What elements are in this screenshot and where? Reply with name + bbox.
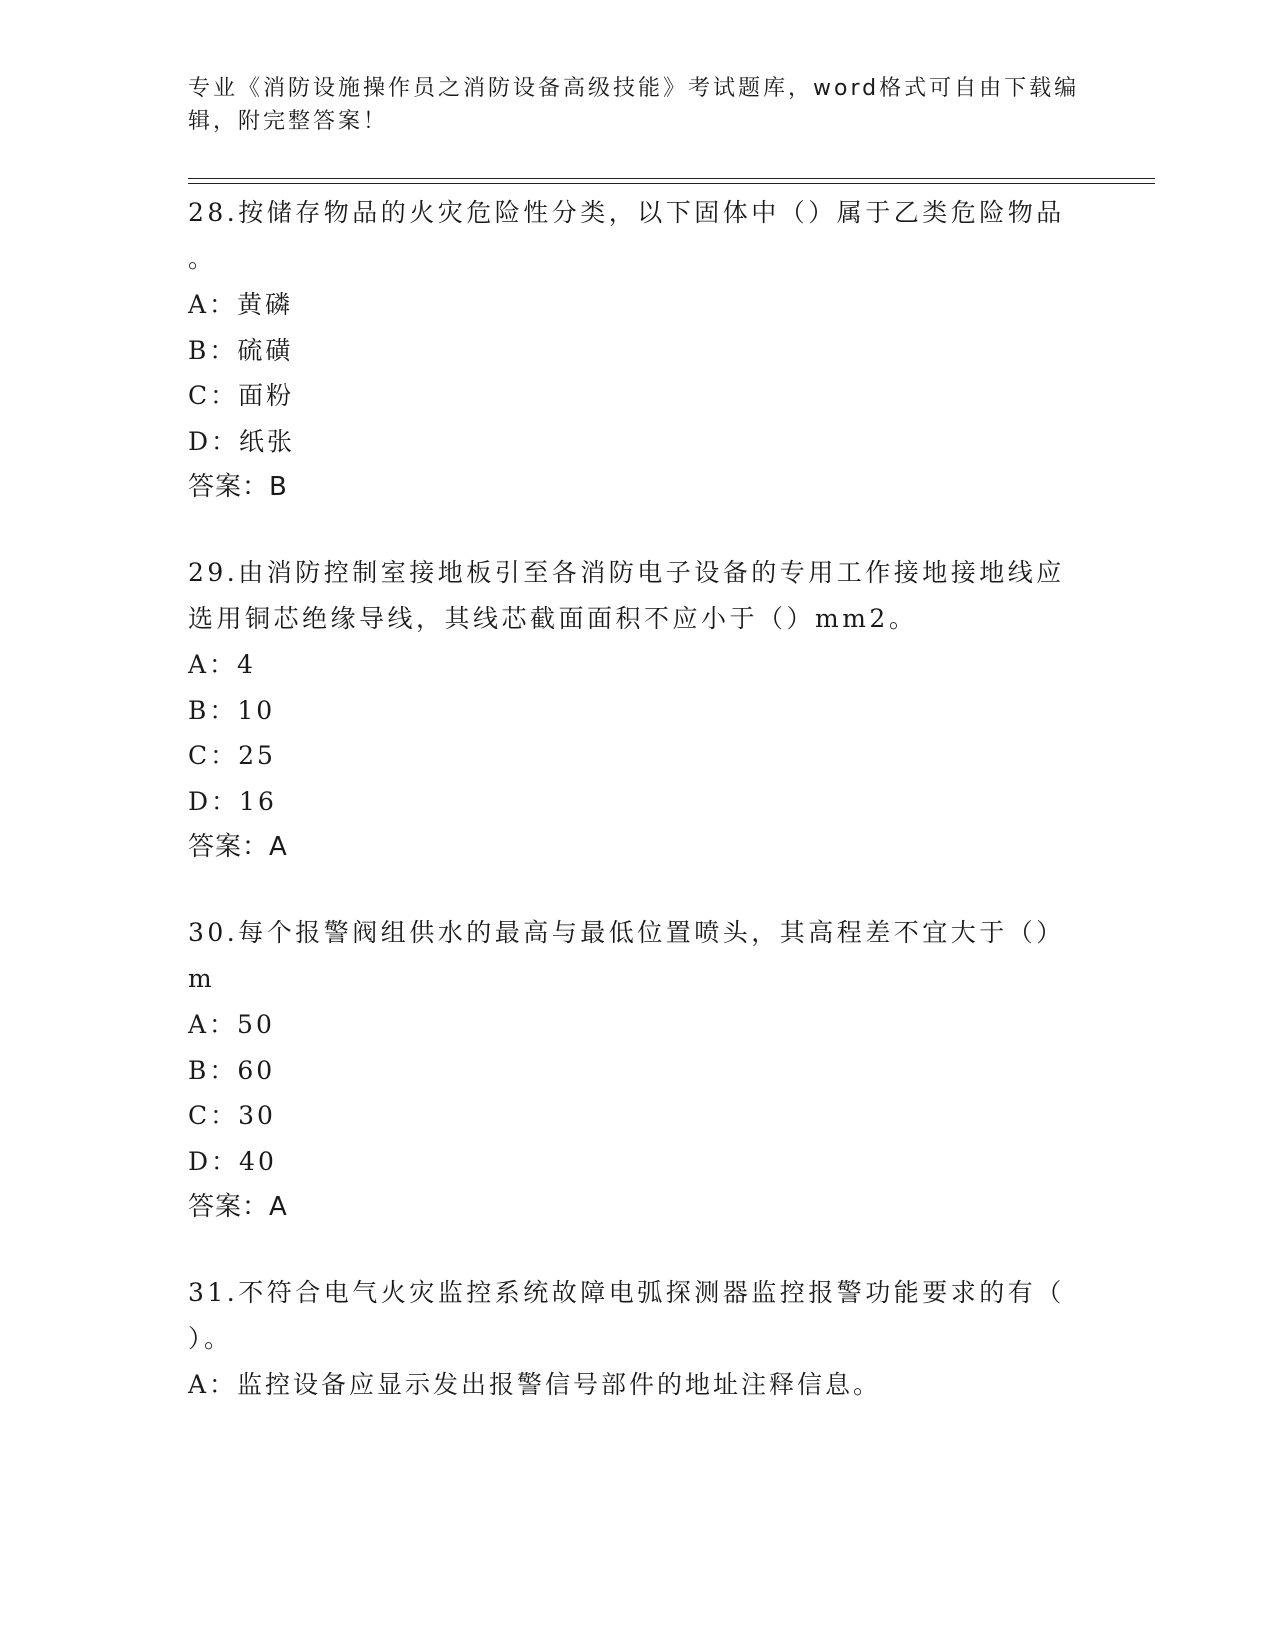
- answer-text: 答案：B: [188, 472, 288, 502]
- question-item: [188, 550, 1088, 870]
- option-b: B：硫磺: [188, 335, 294, 365]
- option-c: C：30: [188, 1101, 276, 1130]
- header-line: 辑，附完整答案！: [188, 109, 389, 134]
- header-divider-top: [188, 178, 1155, 179]
- question-line: 31.不符合电气火灾监控系统故障电弧探测器监控报警功能要求的有（: [188, 1278, 1065, 1307]
- question-list: [188, 190, 1088, 1448]
- question-line: 30.每个报警阀组供水的最高与最低位置喷头，其高程差不宜大于（）: [188, 918, 1065, 947]
- question-line: 29.由消防控制室接地板引至各消防电子设备的专用工作接地接地线应: [188, 558, 1065, 587]
- question-item: [188, 910, 1088, 1230]
- option-a: A：黄磷: [188, 290, 294, 319]
- option-b: B：60: [188, 1055, 276, 1085]
- document-header: [188, 72, 1080, 138]
- answer-text: 答案：A: [188, 1192, 288, 1222]
- question-item: [188, 190, 1088, 510]
- option-list: [188, 1002, 1088, 1184]
- option-d: D：40: [188, 1146, 277, 1176]
- question-text: [188, 1270, 1088, 1362]
- option-c: C：面粉: [188, 381, 295, 410]
- option-list: [188, 1362, 1088, 1408]
- option-list: [188, 642, 1088, 824]
- question-text: [188, 190, 1088, 282]
- question-text: [188, 550, 1088, 642]
- option-a: A：50: [188, 1010, 275, 1039]
- question-line: m: [188, 964, 216, 993]
- question-line: 。: [188, 244, 217, 273]
- option-d: D：16: [188, 786, 277, 816]
- question-line: ）。: [188, 1324, 233, 1353]
- option-a: A：4: [188, 650, 256, 679]
- answer-text: 答案：A: [188, 832, 288, 862]
- option-b: B：10: [188, 695, 276, 725]
- question-text: [188, 910, 1088, 1002]
- header-divider-bottom: [188, 183, 1155, 184]
- option-a: A：监控设备应显示发出报警信号部件的地址注释信息。: [188, 1370, 882, 1399]
- question-line: 选用铜芯绝缘导线，其线芯截面面积不应小于（）mm2。: [188, 604, 918, 633]
- option-c: C：25: [188, 741, 276, 770]
- question-item: [188, 1270, 1088, 1408]
- option-d: D：纸张: [188, 426, 296, 456]
- question-line: 28.按储存物品的火灾危险性分类，以下固体中（）属于乙类危险物品: [188, 198, 1065, 227]
- option-list: [188, 282, 1088, 464]
- header-line: 专业《消防设施操作员之消防设备高级技能》考试题库，word格式可自由下载编: [188, 76, 1080, 101]
